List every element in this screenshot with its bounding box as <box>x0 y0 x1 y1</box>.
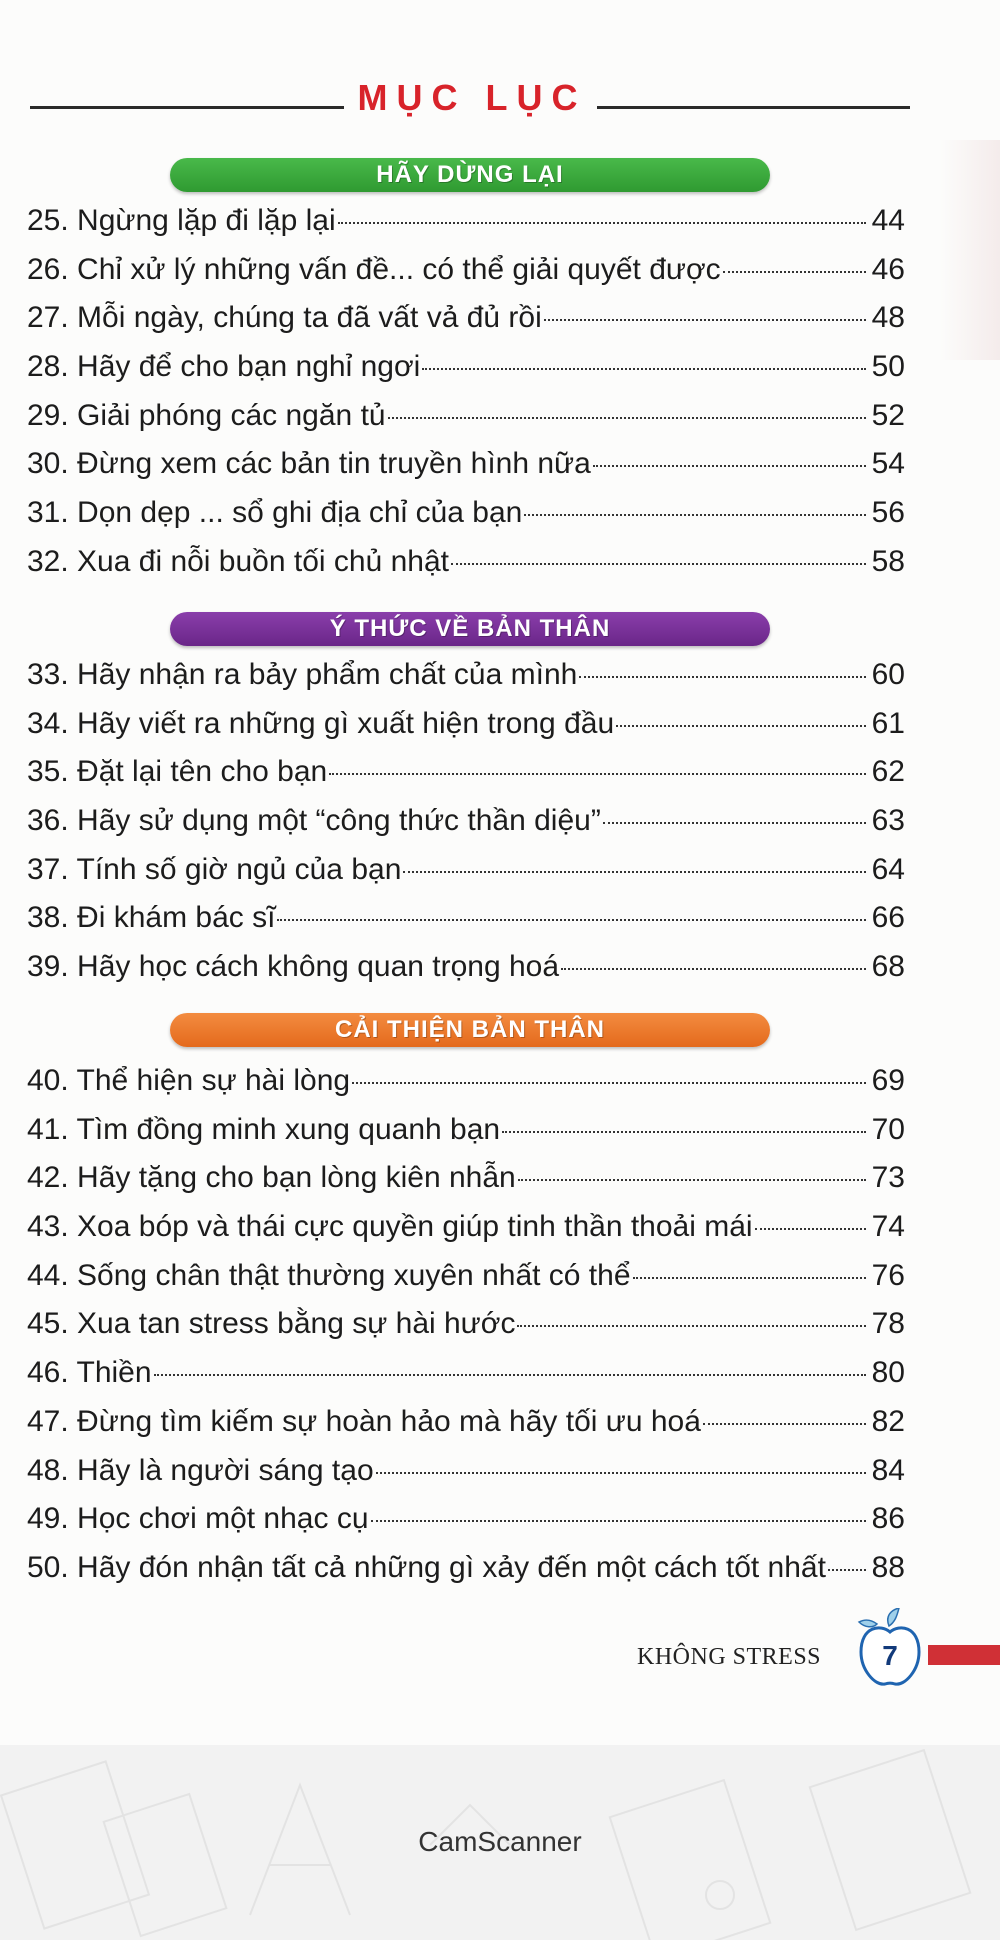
toc-entry-label: 33. Hãy nhận ra bảy phẩm chất của mình <box>27 658 578 691</box>
leader-dots <box>633 1277 866 1279</box>
toc-entry <box>27 496 905 545</box>
leader-dots <box>561 968 866 970</box>
toc-entry-label: 31. Dọn dẹp ... sổ ghi địa chỉ của bạn <box>27 496 523 530</box>
leader-dots <box>154 1374 866 1376</box>
toc-entry-page: 66 <box>871 901 905 935</box>
toc-entry <box>27 1502 905 1551</box>
toc-entry-page: 69 <box>871 1064 905 1097</box>
toc-entry-page: 88 <box>871 1550 905 1584</box>
toc-entry-label: 45. Xua tan stress bằng sự hài hước <box>27 1307 516 1341</box>
toc-entry-label: 36. Hãy sử dụng một “công thức thần diệu” <box>27 804 601 838</box>
toc-entry-page: 62 <box>871 755 905 789</box>
leader-dots <box>579 676 865 678</box>
toc-entry-page: 76 <box>871 1258 905 1292</box>
toc-entry-page: 64 <box>871 852 905 886</box>
section-banner-stop: HÃY DỪNG LẠI <box>170 158 770 192</box>
toc-entry-label: 29. Giải phóng các ngăn tủ <box>27 398 386 432</box>
leader-dots <box>544 319 866 321</box>
toc-entry <box>27 1551 905 1600</box>
toc-entry <box>27 350 905 399</box>
leader-dots <box>388 417 866 419</box>
toc-entry-page: 60 <box>871 658 905 691</box>
toc-entry-page: 84 <box>871 1453 905 1487</box>
toc-entry-label: 49. Học chơi một nhạc cụ <box>27 1502 369 1536</box>
toc-entry-page: 54 <box>871 447 905 481</box>
toc-entry-label: 27. Mỗi ngày, chúng ta đã vất vả đủ rồi <box>27 301 542 335</box>
toc-entry <box>27 1307 905 1356</box>
leader-dots <box>616 725 866 727</box>
toc-entry-label: 38. Đi khám bác sĩ <box>27 901 276 935</box>
toc-entry <box>27 1113 905 1162</box>
toc-entry-label: 43. Xoa bóp và thái cực quyền giúp tinh thần thoải mái <box>27 1210 753 1244</box>
toc-entry-page: 74 <box>871 1210 905 1244</box>
toc-entry-page: 73 <box>871 1161 905 1195</box>
leader-dots <box>352 1082 866 1084</box>
toc-entry <box>27 1356 905 1405</box>
toc-entry <box>27 1210 905 1259</box>
toc-entry <box>27 804 905 853</box>
leader-dots <box>502 1131 866 1133</box>
toc-entry-page: 50 <box>871 350 905 384</box>
toc-entry-label: 42. Hãy tặng cho bạn lòng kiên nhẫn <box>27 1161 516 1195</box>
toc-entry-page: 58 <box>871 544 905 578</box>
toc-entry <box>27 1064 905 1113</box>
toc-entry-label: 41. Tìm đồng minh xung quanh bạn <box>27 1112 501 1146</box>
header-rule-left <box>30 106 344 109</box>
leader-dots <box>371 1520 866 1522</box>
toc-list-self-awareness <box>27 658 905 999</box>
toc-entry <box>27 707 905 756</box>
toc-entry <box>27 1161 905 1210</box>
toc-entry-page: 48 <box>871 301 905 335</box>
header-rule-right <box>597 106 911 109</box>
leader-dots <box>755 1228 866 1230</box>
leader-dots <box>603 822 866 824</box>
toc-entry-page: 61 <box>871 706 905 740</box>
toc-entry-label: 37. Tính số giờ ngủ của bạn <box>27 852 402 886</box>
toc-entry-page: 44 <box>871 204 905 237</box>
toc-entry-label: 48. Hãy là người sáng tạo <box>27 1453 374 1487</box>
leader-dots <box>277 919 865 921</box>
toc-entry-page: 80 <box>871 1356 905 1390</box>
toc-entry-page: 86 <box>871 1502 905 1536</box>
leader-dots <box>593 465 866 467</box>
toc-entry-page: 70 <box>871 1112 905 1146</box>
leader-dots <box>329 773 865 775</box>
leader-dots <box>376 1472 866 1474</box>
toc-entry-label: 34. Hãy viết ra những gì xuất hiện trong đầu <box>27 706 615 740</box>
leader-dots <box>451 563 866 565</box>
toc-entry-page: 82 <box>871 1404 905 1438</box>
toc-entry <box>27 755 905 804</box>
leader-dots <box>403 871 865 873</box>
leader-dots <box>518 1179 866 1181</box>
leader-dots <box>828 1569 866 1571</box>
page-edge-shadow <box>940 140 1000 360</box>
leader-dots <box>703 1423 866 1425</box>
toc-entry-label: 28. Hãy để cho bạn nghỉ ngơi <box>27 350 421 384</box>
leader-dots <box>524 514 865 516</box>
toc-entry-label: 25. Ngừng lặp đi lặp lại <box>27 204 336 237</box>
toc-entry <box>27 204 905 253</box>
section-banner-self-improvement: CẢI THIỆN BẢN THÂN <box>170 1013 770 1047</box>
leader-dots <box>422 368 865 370</box>
camscanner-watermark: CamScanner <box>418 1826 582 1857</box>
page-title: MỤC LỤC <box>357 77 587 118</box>
toc-entry-label: 30. Đừng xem các bản tin truyền hình nữa <box>27 447 591 481</box>
book-title-footer: KHÔNG STRESS <box>637 1644 822 1670</box>
toc-entry <box>27 1259 905 1308</box>
section-banner-self-awareness: Ý THỨC VỀ BẢN THÂN <box>170 612 770 646</box>
toc-entry <box>27 301 905 350</box>
toc-entry <box>27 658 905 707</box>
leader-dots <box>517 1325 865 1327</box>
toc-entry-page: 78 <box>871 1307 905 1341</box>
toc-entry <box>27 950 905 999</box>
toc-entry-label: 39. Hãy học cách không quan trọng hoá <box>27 950 560 984</box>
toc-entry-page: 56 <box>871 496 905 530</box>
toc-entry <box>27 901 905 950</box>
toc-entry-label: 32. Xua đi nỗi buồn tối chủ nhật <box>27 544 449 578</box>
toc-entry-label: 40. Thể hiện sự hài lòng <box>27 1064 351 1097</box>
leader-dots <box>338 222 866 224</box>
toc-entry-page: 52 <box>871 398 905 432</box>
toc-entry <box>27 1454 905 1503</box>
toc-entry-label: 44. Sống chân thật thường xuyên nhất có thể <box>27 1258 631 1292</box>
toc-list-self-improvement <box>27 1064 905 1600</box>
toc-header <box>30 68 910 128</box>
toc-entry-label: 26. Chỉ xử lý những vấn đề... có thể giải quyết được <box>27 252 721 286</box>
toc-entry-page: 63 <box>871 804 905 838</box>
toc-entry-label: 35. Đặt lại tên cho bạn <box>27 755 328 789</box>
toc-entry <box>27 447 905 496</box>
toc-entry <box>27 399 905 448</box>
toc-entry-label: 47. Đừng tìm kiếm sự hoàn hảo mà hãy tối ưu hoá <box>27 1404 701 1438</box>
toc-entry-label: 46. Thiền <box>27 1356 152 1390</box>
toc-entry-label: 50. Hãy đón nhận tất cả những gì xảy đến một cách tốt nhất <box>27 1550 826 1584</box>
leader-dots <box>723 271 866 273</box>
toc-list-stop <box>27 204 905 594</box>
page-number: 7 <box>882 1640 898 1671</box>
toc-entry <box>27 853 905 902</box>
toc-entry-page: 68 <box>871 950 905 984</box>
toc-entry-page: 46 <box>871 252 905 286</box>
toc-entry <box>27 1405 905 1454</box>
toc-entry <box>27 545 905 594</box>
toc-entry <box>27 253 905 302</box>
page-edge-tab <box>928 1645 1000 1665</box>
